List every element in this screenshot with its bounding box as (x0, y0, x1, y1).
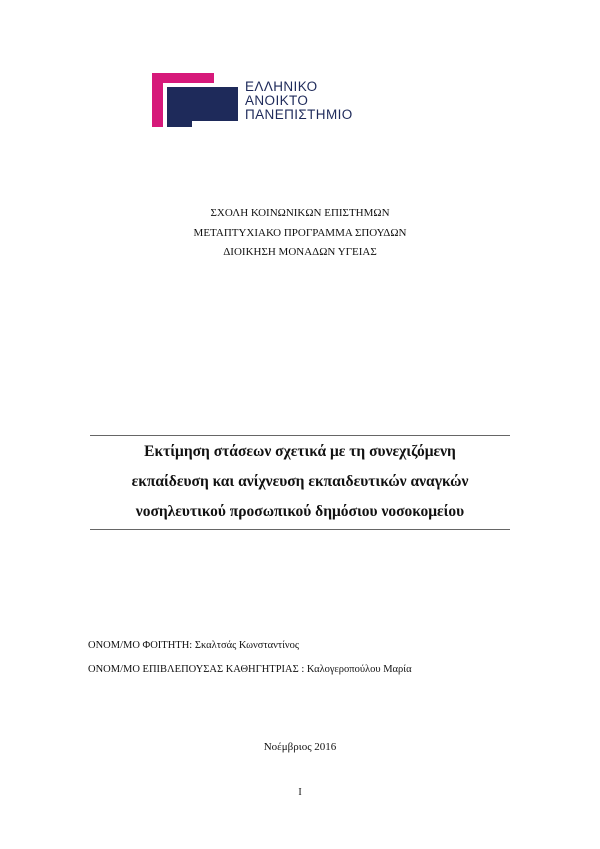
university-logo-text (245, 80, 415, 122)
supervisor-name: ΟΝΟΜ/ΜΟ ΕΠΙΒΛΕΠΟΥΣΑΣ ΚΑΘΗΓΗΤΡΙΑΣ : Καλογεροπούλου Μαρία (88, 664, 412, 675)
thesis-title (80, 437, 520, 527)
school-info (0, 204, 600, 263)
logo-text-line-3: ΠΑΝΕΠΙΣΤΗΜΙΟ (245, 107, 353, 122)
title-top-rule (90, 435, 510, 436)
thesis-title-line-1: Εκτίμηση στάσεων σχετικά με τη συνεχιζόμενη (144, 443, 456, 460)
student-name: ΟΝΟΜ/ΜΟ ΦΟΙΤΗΤΗ: Σκαλτσάς Κωνσταντίνος (88, 640, 300, 651)
logo-navy-block (167, 87, 238, 127)
university-logo-mark (152, 71, 238, 127)
department-name: ΔΙΟΙΚΗΣΗ ΜΟΝΑΔΩΝ ΥΓΕΙΑΣ (223, 246, 377, 258)
logo-text-line-1: ΕΛΛΗΝΙΚΟ (245, 79, 318, 94)
page-number: I (298, 787, 302, 798)
thesis-title-line-2: εκπαίδευση και ανίχνευση εκπαιδευτικών αναγκών (131, 473, 469, 490)
thesis-title-line-3: νοσηλευτικού προσωπικού δημόσιου νοσοκομείου (135, 503, 465, 520)
logo-text-line-2: ΑΝΟΙΚΤΟ (245, 93, 309, 108)
university-logo (152, 71, 412, 127)
title-bottom-rule (90, 529, 510, 530)
submission-date: Νοέμβριος 2016 (263, 741, 337, 753)
school-name: ΣΧΟΛΗ ΚΟΙΝΩΝΙΚΩΝ ΕΠΙΣΤΗΜΩΝ (210, 207, 390, 219)
author-info (88, 634, 548, 682)
program-name: ΜΕΤΑΠΤΥΧΙΑΚΟ ΠΡΟΓΡΑΜΜΑ ΣΠΟΥΔΩΝ (193, 226, 407, 239)
